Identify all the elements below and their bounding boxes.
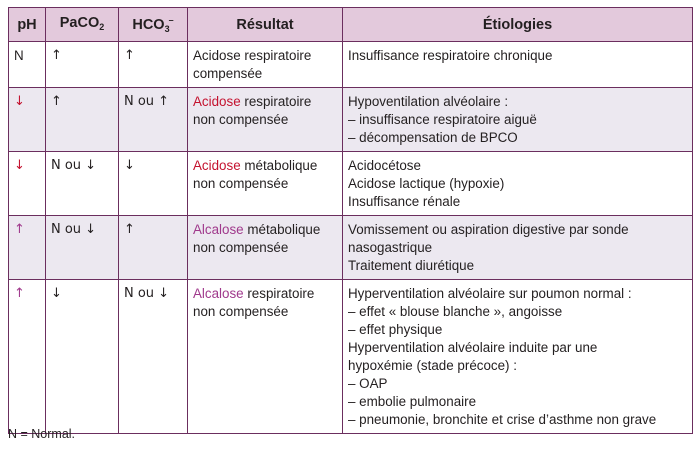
cell-paco2: ↓ (46, 280, 119, 434)
table-row (9, 216, 693, 280)
table-header-row (9, 8, 693, 42)
cell-ph: ↑ (9, 216, 46, 280)
table-row (9, 88, 693, 152)
cell-resultat: Acidose métabolique non compensée (188, 152, 343, 216)
table-row (9, 280, 693, 434)
cell-etiologies: Hyperventilation alvéolaire sur poumon normal : – effet « blouse blanche », angoisse – effet physique Hyperventilation alvéolaire induite par une hypoxémie (stade précoce) : – OAP – embolie pulmonaire – pneumonie, bronchite et crise d’asthme non grave (343, 280, 693, 434)
cell-etiologies: Hypoventilation alvéolaire : – insuffisance respiratoire aiguë – décompensation de BPCO (343, 88, 693, 152)
cell-etiologies: Insuffisance respiratoire chronique (343, 42, 693, 88)
blood-gas-table (8, 7, 693, 434)
cell-hco3: ↑ (119, 42, 188, 88)
cell-etiologies: Vomissement ou aspiration digestive par sonde nasogastrique Traitement diurétique (343, 216, 693, 280)
blood-gas-table-container (8, 7, 692, 434)
footnote: N = Normal. (8, 427, 76, 441)
header-paco2: PaCO$_2$ (46, 8, 119, 42)
cell-etiologies: Acidocétose Acidose lactique (hypoxie) Insuffisance rénale (343, 152, 693, 216)
header-ph: pH (9, 8, 46, 42)
cell-resultat: Alcalose respiratoire non compensée (188, 280, 343, 434)
cell-ph: N (9, 42, 46, 88)
cell-hco3: ↑ (119, 216, 188, 280)
header-etiologies: Étiologies (343, 8, 693, 42)
cell-resultat: Alcalose métabolique non compensée (188, 216, 343, 280)
cell-hco3: N ou ↑ (119, 88, 188, 152)
header-resultat: Résultat (188, 8, 343, 42)
cell-resultat: Acidose respiratoire non compensée (188, 88, 343, 152)
header-hco3: $HCO_3^-$ (119, 8, 188, 42)
cell-resultat: Acidose respiratoire compensée (188, 42, 343, 88)
cell-paco2: ↑ (46, 42, 119, 88)
cell-hco3: ↓ (119, 152, 188, 216)
cell-paco2: N ou ↓ (46, 152, 119, 216)
cell-ph: ↑ (9, 280, 46, 434)
table-row (9, 152, 693, 216)
cell-ph: ↓ (9, 88, 46, 152)
cell-hco3: N ou ↓ (119, 280, 188, 434)
table-row (9, 42, 693, 88)
cell-ph: ↓ (9, 152, 46, 216)
cell-paco2: ↑ (46, 88, 119, 152)
cell-paco2: N ou ↓ (46, 216, 119, 280)
